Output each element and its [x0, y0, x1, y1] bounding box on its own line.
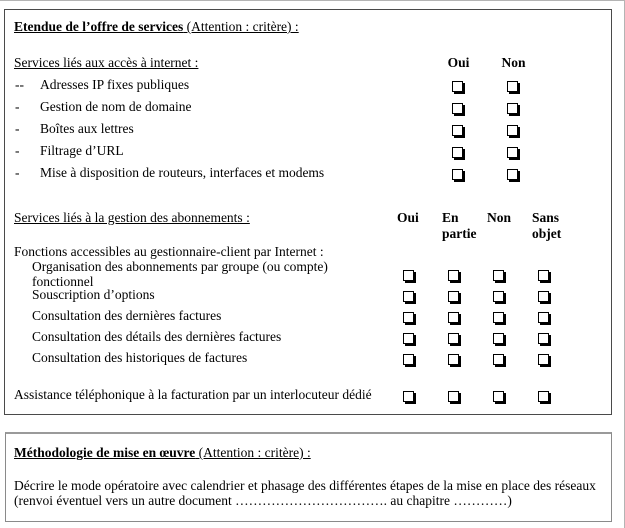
checkbox-en-partie[interactable]	[448, 333, 459, 344]
function-item-label: Souscription d’options	[32, 287, 155, 303]
function-item-label: Consultation des dernières factures	[32, 308, 222, 324]
checkbox-en-partie[interactable]	[448, 312, 459, 323]
bullet: -	[15, 121, 20, 137]
checkbox-oui[interactable]	[403, 354, 414, 365]
internet-access-heading: Services liés aux accès à internet :	[14, 54, 199, 70]
checkbox-en-partie[interactable]	[448, 291, 459, 302]
checkbox-sans-objet[interactable]	[538, 270, 549, 281]
function-row	[10, 258, 611, 290]
function-row	[10, 285, 611, 306]
checkbox-non[interactable]	[507, 169, 518, 180]
checkbox-en-partie[interactable]	[448, 391, 459, 402]
service-row	[10, 74, 611, 96]
methodology-line-2: (renvoi éventuel vers un autre document ……………………………. au chapitre …………)	[14, 493, 512, 509]
offer-scope-title	[14, 19, 611, 35]
function-row	[10, 306, 611, 327]
checkbox-oui[interactable]	[452, 169, 463, 180]
assistance-row	[10, 385, 611, 406]
function-item-label: Consultation des historiques de factures	[32, 350, 248, 366]
function-row	[10, 348, 611, 369]
service-item-label: - Mise à disposition de routeurs, interfaces et modems	[10, 165, 431, 181]
functions-intro: Fonctions accessibles au gestionnaire-client par Internet :	[14, 244, 324, 260]
checkbox-oui[interactable]	[403, 291, 414, 302]
checkbox-non[interactable]	[493, 333, 504, 344]
service-item-label: -- Adresses IP fixes publiques	[10, 77, 431, 93]
checkbox-non[interactable]	[493, 354, 504, 365]
checkbox-oui[interactable]	[452, 147, 463, 158]
service-row	[10, 140, 611, 162]
offer-scope-title-note: (Attention : critère) :	[183, 19, 299, 34]
checkbox-non[interactable]	[507, 125, 518, 136]
checkbox-oui[interactable]	[403, 312, 414, 323]
checkbox-en-partie[interactable]	[448, 354, 459, 365]
checkbox-non[interactable]	[493, 312, 504, 323]
column-header-en-partie: En partie	[442, 210, 477, 241]
function-item-label: Organisation des abonnements par groupe (ou compte) fonctionnel	[32, 258, 328, 290]
bullet: -	[15, 99, 20, 115]
column-header-sans-objet: Sans objet	[532, 210, 562, 241]
service-row	[10, 96, 611, 118]
checkbox-en-partie[interactable]	[448, 270, 459, 281]
subscription-mgmt-header-row	[10, 210, 611, 241]
checkbox-sans-objet[interactable]	[538, 391, 549, 402]
checkbox-non[interactable]	[507, 81, 518, 92]
subscription-mgmt-heading: Services liés à la gestion des abonnements :	[14, 210, 250, 226]
offer-scope-title-bold: Etendue de l’offre de services	[14, 19, 184, 34]
column-header-non: Non	[487, 210, 512, 226]
service-item-label: - Filtrage d’URL	[10, 143, 431, 159]
function-item-label: Consultation des détails des dernières factures	[32, 329, 282, 345]
methodology-line-1: Décrire le mode opératoire avec calendrier et phasage des différentes étapes de la mise en place des réseaux	[14, 477, 596, 493]
checkbox-non[interactable]	[493, 391, 504, 402]
offer-scope-box	[4, 9, 612, 415]
methodology-title-bold: Méthodologie de mise en œuvre	[14, 445, 196, 460]
checkbox-oui[interactable]	[403, 270, 414, 281]
service-item-label: - Boîtes aux lettres	[10, 121, 431, 137]
methodology-box	[5, 432, 612, 522]
methodology-body	[14, 478, 603, 509]
methodology-title-note: (Attention : critère) :	[195, 445, 311, 460]
bullet: -	[15, 143, 20, 159]
checkbox-non[interactable]	[507, 147, 518, 158]
checkbox-oui[interactable]	[452, 125, 463, 136]
column-header-non: Non	[501, 54, 526, 70]
column-header-oui: Oui	[397, 210, 419, 226]
checkbox-sans-objet[interactable]	[538, 312, 549, 323]
checkbox-oui[interactable]	[452, 81, 463, 92]
column-header-oui: Oui	[447, 54, 470, 70]
checkbox-sans-objet[interactable]	[538, 291, 549, 302]
checkbox-non[interactable]	[507, 103, 518, 114]
service-item-label: - Gestion de nom de domaine	[10, 99, 431, 115]
checkbox-sans-objet[interactable]	[538, 333, 549, 344]
service-row	[10, 118, 611, 140]
checkbox-sans-objet[interactable]	[538, 354, 549, 365]
methodology-title	[14, 445, 603, 461]
service-row	[10, 162, 611, 184]
internet-access-header-row	[10, 55, 611, 71]
assistance-label: Assistance téléphonique à la facturation par un interlocuteur dédié	[14, 387, 372, 403]
bullet: --	[15, 77, 24, 93]
checkbox-non[interactable]	[493, 291, 504, 302]
checkbox-oui[interactable]	[403, 391, 414, 402]
checkbox-oui[interactable]	[403, 333, 414, 344]
checkbox-oui[interactable]	[452, 103, 463, 114]
function-row	[10, 327, 611, 348]
bullet: -	[15, 165, 20, 181]
checkbox-non[interactable]	[493, 270, 504, 281]
